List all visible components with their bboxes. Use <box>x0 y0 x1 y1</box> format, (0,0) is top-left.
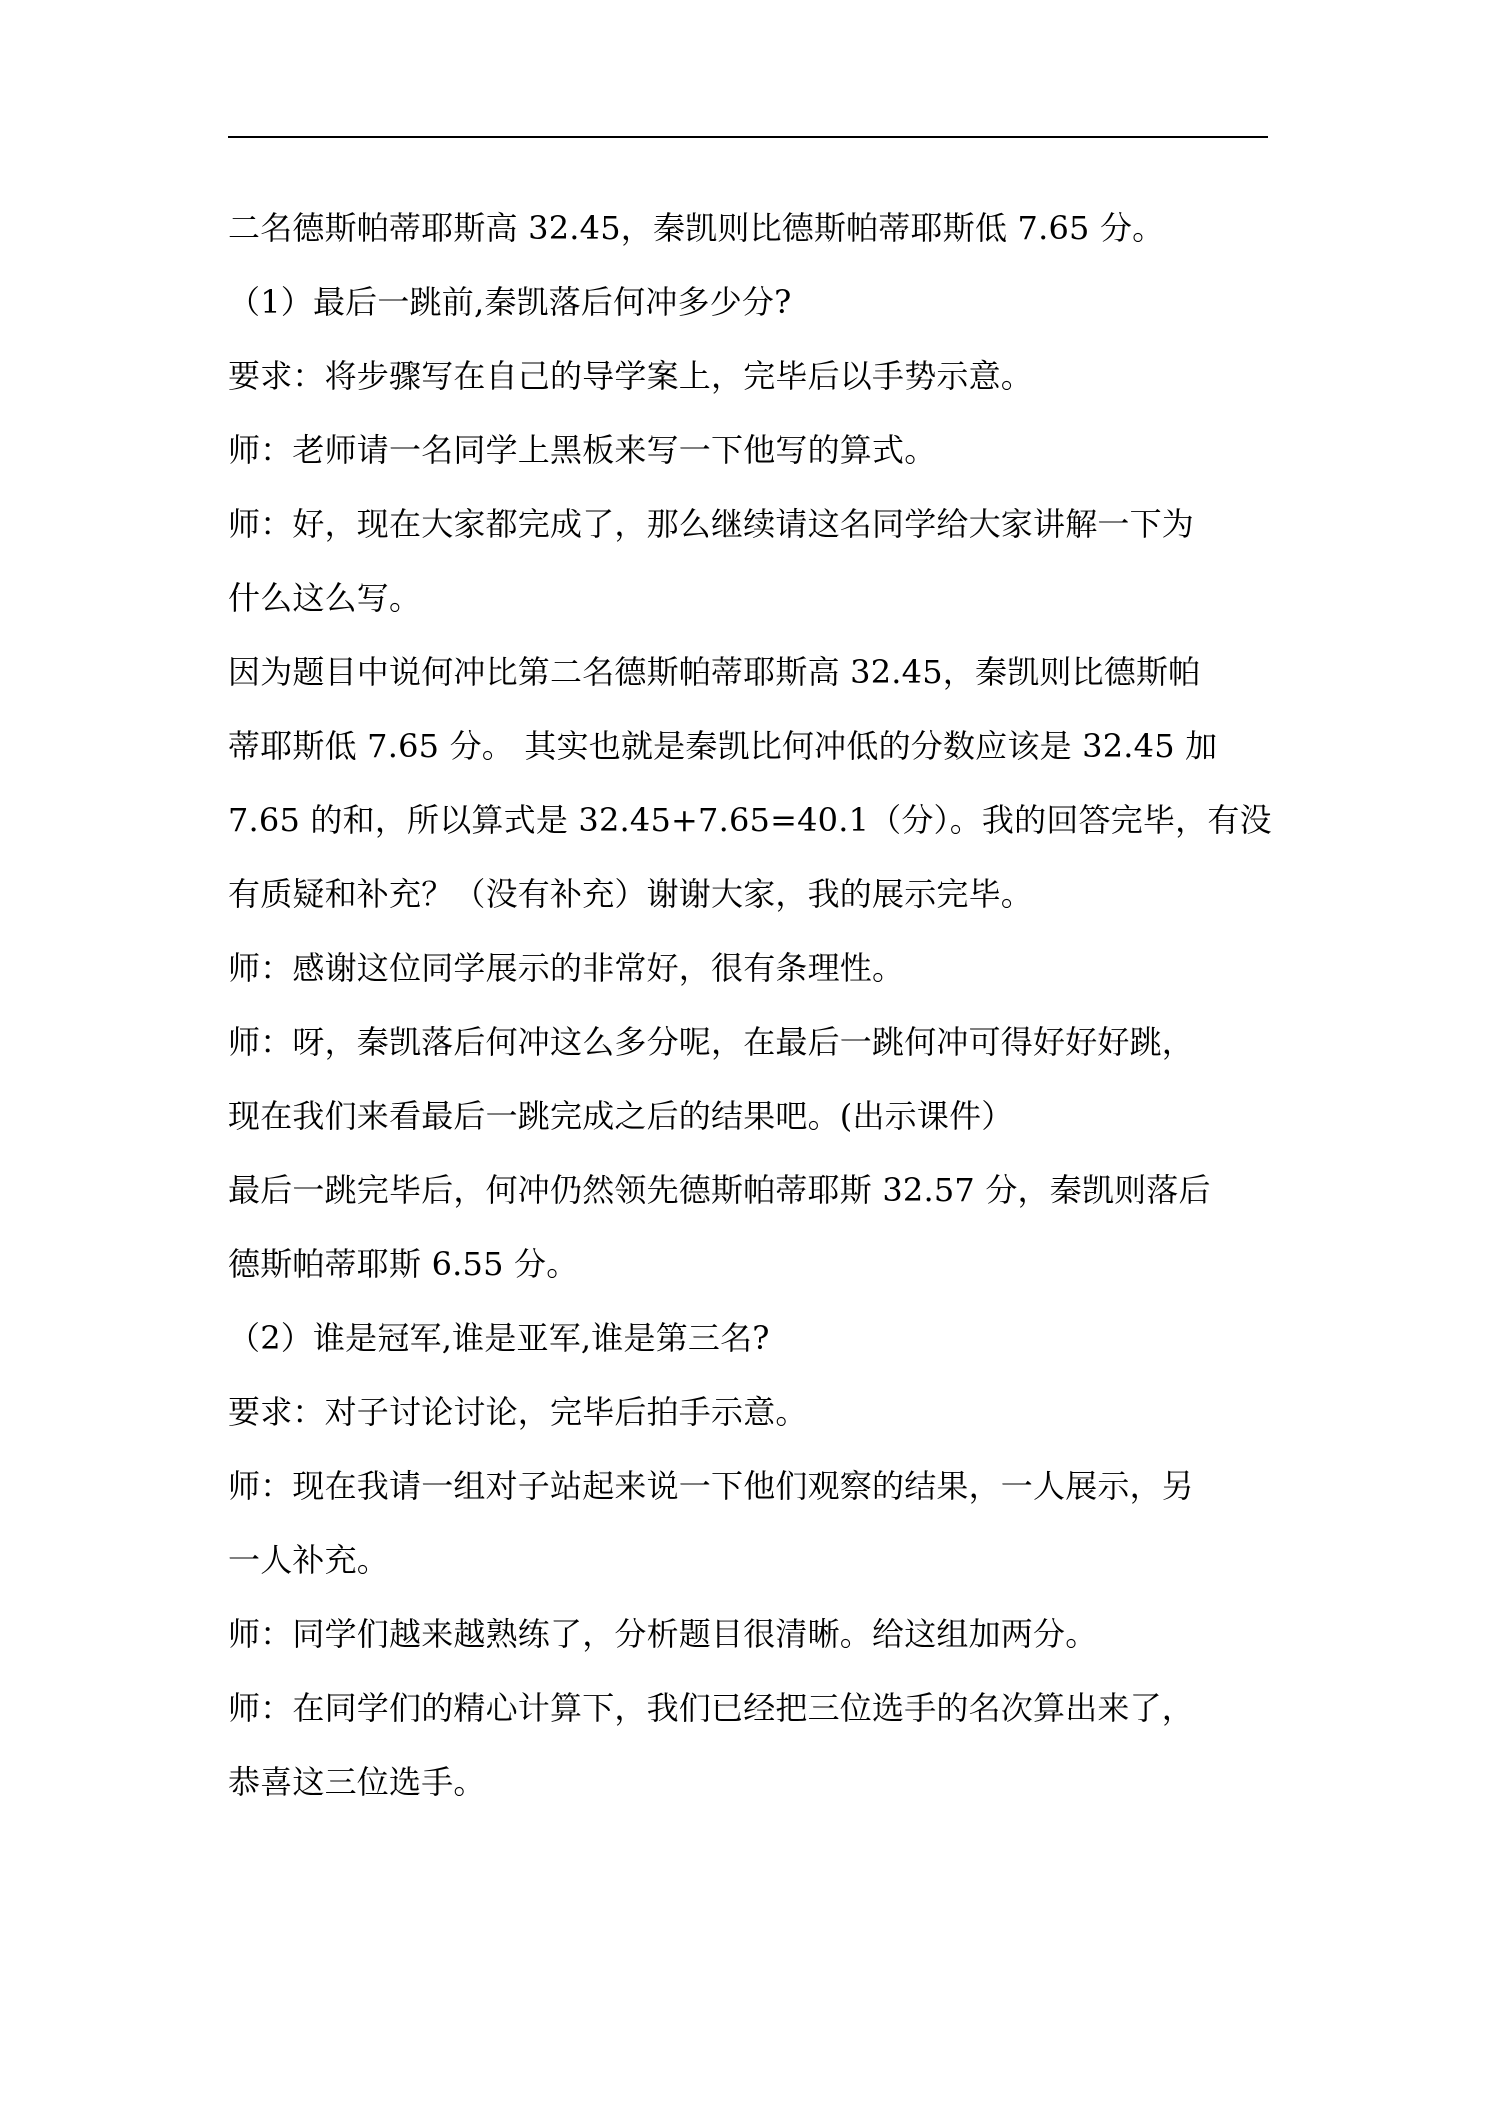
text-line: 师：现在我请一组对子站起来说一下他们观察的结果，一人展示，另 <box>228 1467 1195 1505</box>
text-line: 师：在同学们的精心计算下，我们已经把三位选手的名次算出来了， <box>228 1689 1195 1727</box>
text-line: 因为题目中说何冲比第二名德斯帕蒂耶斯高 32.45，秦凯则比德斯帕 <box>228 653 1201 691</box>
text-line: 师：同学们越来越熟练了，分析题目很清晰。给这组加两分。 <box>228 1615 1098 1653</box>
text-line: 师：老师请一名同学上黑板来写一下他写的算式。 <box>228 431 937 469</box>
text-line: 有质疑和补充？（没有补充）谢谢大家，我的展示完毕。 <box>228 875 1034 913</box>
text-line: 德斯帕蒂耶斯 6.55 分。 <box>228 1245 579 1283</box>
text-line: 二名德斯帕蒂耶斯高 32.45，秦凯则比德斯帕蒂耶斯低 7.65 分。 <box>228 209 1165 247</box>
text-line: 要求：将步骤写在自己的导学案上，完毕后以手势示意。 <box>228 357 1034 395</box>
text-line: 7.65 的和，所以算式是 32.45+7.65=40.1（分）。我的回答完毕，有没 <box>228 801 1272 839</box>
text-line: 师：感谢这位同学展示的非常好，很有条理性。 <box>228 949 905 987</box>
text-line: 最后一跳完毕后，何冲仍然领先德斯帕蒂耶斯 32.57 分，秦凯则落后 <box>228 1171 1211 1209</box>
text-line: 现在我们来看最后一跳完成之后的结果吧。(出示课件） <box>228 1097 1014 1135</box>
text-line: 一人补充。 <box>228 1541 390 1579</box>
text-line: 师：呀，秦凯落后何冲这么多分呢，在最后一跳何冲可得好好好跳， <box>228 1023 1195 1061</box>
document-body <box>228 191 1273 1819</box>
header-rule <box>228 136 1268 138</box>
text-line: 恭喜这三位选手。 <box>228 1763 486 1801</box>
text-line: （1）最后一跳前,秦凯落后何冲多少分? <box>228 283 792 321</box>
text-line: 师：好，现在大家都完成了，那么继续请这名同学给大家讲解一下为 <box>228 505 1195 543</box>
text-line: 蒂耶斯低 7.65 分。 其实也就是秦凯比何冲低的分数应该是 32.45 加 <box>228 727 1218 765</box>
text-line: 要求：对子讨论讨论，完毕后拍手示意。 <box>228 1393 808 1431</box>
text-line: （2）谁是冠军,谁是亚军,谁是第三名? <box>228 1319 770 1357</box>
text-line: 什么这么写。 <box>228 579 422 617</box>
